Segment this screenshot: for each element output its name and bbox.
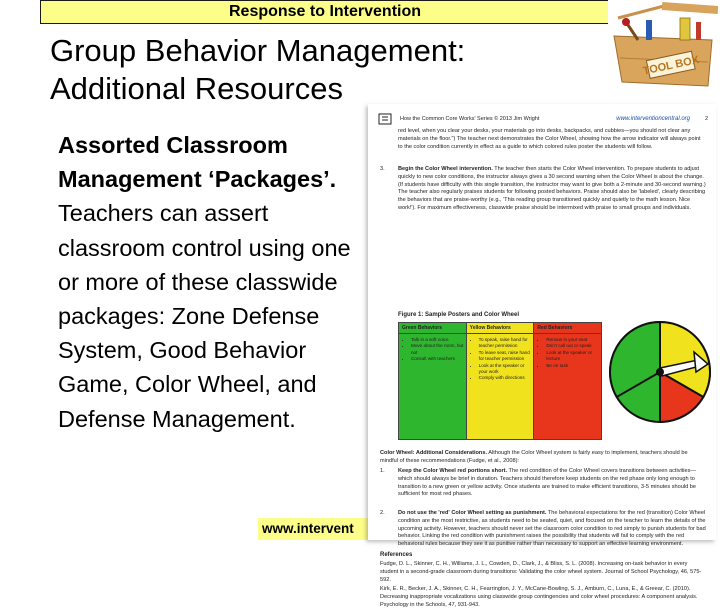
doc-reference-1: Fudge, D. L., Skinner, C. H., Williams, J. L., Cowden, D., Clark, J., & Bliss, S. L. (2008). Increasing on-task behavior in every student in a second-grade classroom during transitions: Validating the color wheel system. Journal of School Psychology, 46, 575-592. (380, 561, 702, 583)
doc-recommendation-2: 2. Do not use the 'red' Color Wheel setting as punishment. The behavioral expectations for the red (transition) Color Wheel condition are the most restrictive, as students need to be seated, quiet, and focused on the teacher to learn the details of the upcoming activity. However, teachers should never set the classroom color condition to red simply to punish students for bad behavior. Linking the red condition with punishment raises the possibility that students will fail to comply with the red behavioral rules because they see it as punitive rather than necessary to support an effective learning environment. (380, 510, 706, 548)
references-heading: References (380, 552, 413, 558)
doc-page-number: 2 (704, 116, 708, 122)
body-bold-heading: Assorted Classroom Management ‘Packages’. (58, 132, 337, 193)
header-banner: Response to Intervention (40, 0, 610, 24)
color-wheel (608, 300, 714, 440)
document-thumbnail (368, 104, 716, 608)
title-line-2: Additional Resources (50, 71, 343, 106)
toolbox-icon (608, 0, 720, 92)
doc-intro: red level, when you clear your desks, your materials go into desks, backpacks, and cubbies—you should not clear any materials on the floor.") The teacher next demonstrates the Color Wheel, showing how the arrow indicator will always point to the color condition currently in effect as a guide to which colored rules poster the students will follow. (398, 128, 701, 150)
title-line-1: Group Behavior Management: (50, 33, 466, 68)
doc-reference-2: Kirk, E. R., Becker, J. A., Skinner, C. H., Fearrington, J. Y., McCane-Bowling, S. J., Amburn, C., Luna, E., & Greear, C. (2010). Decreasing inappropriate vocalizations using classwide group contingencies and color wheel procedures: A component analysis. Psychology in the Schools, 47, 931-943. (380, 586, 698, 608)
doc-logo-icon (378, 113, 392, 125)
body-description: Teachers can assert classroom control using one or more of these classwide packages: Zone Defense System, Good Behavior Game, Color Wheel, and Defense Management. (58, 200, 351, 432)
poster-red: Red Behaviors • Remain in your seat • Don't call out or speak • Look at the speaker or lecture • Be on task (534, 323, 601, 439)
poster-yellow: Yellow Behaviors • To speak, raise hand for teacher permission • To leave seat, raise hand for teacher permission • Look at the speaker or your work • Comply with directions (467, 323, 535, 439)
doc-considerations: Color Wheel: Additional Considerations. Although the Color Wheel system is fairly easy to implement, teachers should be mindful of these recommendations (Fudge, et al., 2008): (380, 450, 688, 464)
doc-series: How the Common Core Works' Series © 2013 Jim Wright (400, 116, 540, 122)
page-title (50, 32, 590, 108)
poster-green: Green Behaviors • Talk in a soft voice • Move about the room, but not • Consult with teachers (399, 323, 467, 439)
posters-table (398, 322, 602, 440)
doc-header (378, 112, 708, 126)
doc-step-3: 3. Begin the Color Wheel intervention. The teacher then starts the Color Wheel intervention. To prepare students to adjust quickly to new color conditions, the instructor always gives a 30 second warning when the Color Wheel is about the change. (If students have difficulty with this single transition, the instructor may want to give both a 2-minute and 30-second warning.) The teacher also regularly praises students for following posted behaviors. Praise should also be 'labeled', clearly describing the behaviors that are praise-worthy (e.g., 'This reading group transitioned quickly and quietly to the math lesson. Nice work!'). For maximum effectiveness, classwide praise should be intermixed with praise to small groups and individuals. (380, 166, 706, 211)
svg-text:TOOL BOX: TOOL BOX (641, 53, 701, 78)
footer-url-link[interactable]: www.intervent (258, 518, 368, 540)
doc-recommendation-1: 1. Keep the Color Wheel red portions short. The red condition of the Color Wheel covers transitions between activities—which should always be brief in duration. Teachers should therefore keep students on the red phase only long enough to transition to a new green or yellow activity. Once students are trained to make efficient transitions, 3-5 minutes should be sufficient for most red phases. (380, 468, 697, 498)
figure-label: Figure 1: Sample Posters and Color Wheel (398, 312, 520, 318)
slide-body-text (58, 128, 358, 436)
doc-site-link: www.interventioncentral.org (616, 116, 690, 122)
